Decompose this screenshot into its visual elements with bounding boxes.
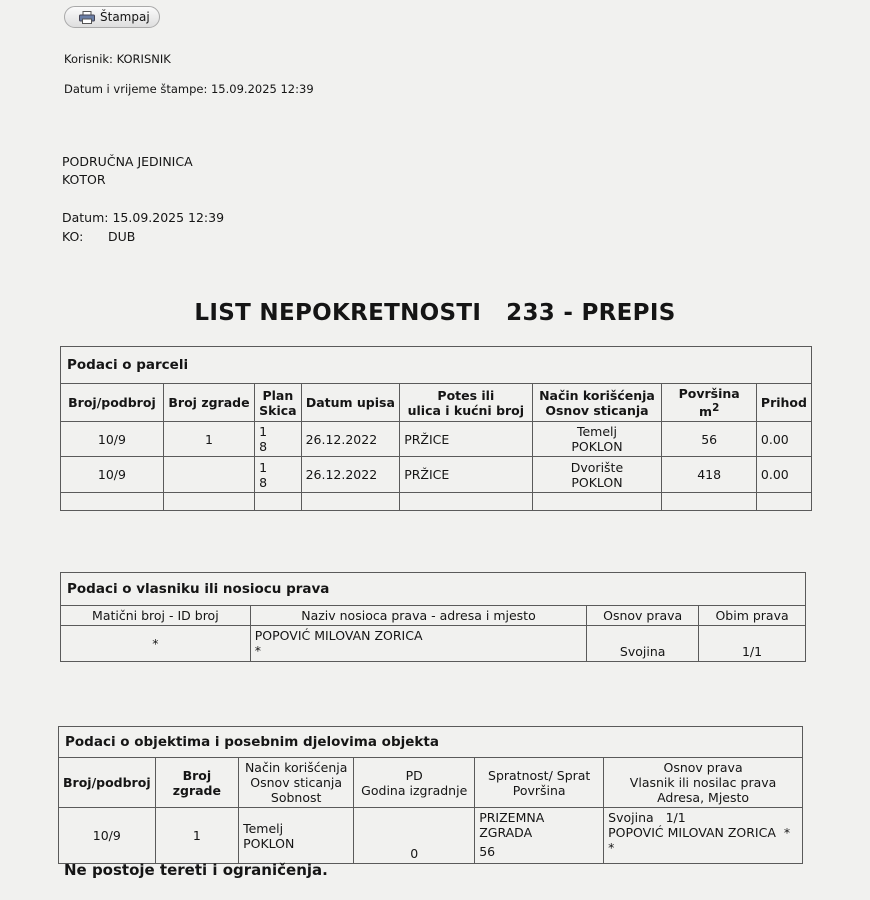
empty-cell bbox=[532, 493, 662, 511]
cell-owner-basis: Svojina bbox=[587, 626, 699, 662]
cell-obj-building: 1 bbox=[155, 808, 238, 864]
cell-obj-pd: 0 bbox=[354, 808, 475, 864]
owners-caption-row bbox=[61, 573, 806, 606]
document-title-text: LIST NEPOKRETNOSTI 233 - PREPIS bbox=[194, 300, 676, 326]
unit-name: KOTOR bbox=[62, 172, 106, 187]
cell-sketch-value: 8 bbox=[259, 474, 268, 490]
cell-basis-value: POKLON bbox=[571, 474, 623, 490]
col-obj-rights-line3: Adresa, Mjesto bbox=[657, 790, 750, 805]
cell-area: 418 bbox=[662, 457, 756, 493]
obj-right: Svojina bbox=[608, 810, 654, 825]
printer-icon bbox=[79, 11, 95, 24]
empty-cell bbox=[662, 493, 756, 511]
cell-income: 0.00 bbox=[756, 422, 811, 457]
col-building: Broj zgrade bbox=[163, 384, 254, 422]
owners-table bbox=[60, 572, 806, 662]
col-obj-floors-line2: Površina bbox=[512, 782, 566, 798]
cell-sketch-value: 8 bbox=[259, 439, 268, 455]
col-number: Broj/podbroj bbox=[61, 384, 164, 422]
cell-usage-value: Dvorište bbox=[570, 459, 624, 475]
obj-floors: PRIZEMNA ZGRADA bbox=[479, 810, 545, 840]
col-obj-usage-line3: Sobnost bbox=[270, 790, 322, 805]
cell-obj-floors bbox=[475, 808, 604, 864]
cell-owner-scope: 1/1 bbox=[699, 626, 806, 662]
col-owner-name: Naziv nosioca prava - adresa i mjesto bbox=[250, 606, 586, 626]
cell-owner-id: * bbox=[61, 626, 251, 662]
cell-building: 1 bbox=[163, 422, 254, 457]
cell-building bbox=[163, 457, 254, 493]
cell-obj-rights bbox=[604, 808, 803, 864]
cell-location: PRŽICE bbox=[400, 422, 532, 457]
col-location-line1: Potes ili bbox=[437, 387, 495, 403]
cell-income: 0.00 bbox=[756, 457, 811, 493]
cell-entry-date: 26.12.2022 bbox=[301, 422, 400, 457]
date-value: 15.09.2025 12:39 bbox=[112, 210, 225, 225]
owner-name: POPOVIĆ MILOVAN ZORICA bbox=[254, 628, 423, 643]
col-obj-rights-line1: Osnov prava bbox=[663, 760, 743, 775]
col-obj-floors-line1: Spratnost/ Sprat bbox=[488, 767, 591, 783]
obj-address: * bbox=[608, 840, 615, 855]
cell-location: PRŽICE bbox=[400, 457, 532, 493]
col-owner-id: Matični broj - ID broj bbox=[61, 606, 251, 626]
col-area-sup: 2 bbox=[712, 402, 720, 414]
cell-number: 10/9 bbox=[61, 457, 164, 493]
cell-entry-date: 26.12.2022 bbox=[301, 457, 400, 493]
empty-cell bbox=[301, 493, 400, 511]
objects-caption: Podaci o objektima i posebnim djelovima objekta bbox=[59, 727, 803, 758]
date-label: Datum: bbox=[62, 210, 109, 225]
table-row bbox=[61, 626, 806, 662]
col-usage-line2: Osnov sticanja bbox=[545, 402, 649, 418]
col-plan-line2: Skica bbox=[259, 402, 297, 418]
encumbrance-note: Ne postoje tereti i ograničenja. bbox=[64, 861, 328, 879]
col-usage bbox=[532, 384, 662, 422]
col-obj-pd-line2: Godina izgradnje bbox=[361, 782, 468, 798]
obj-usage: Temelj bbox=[243, 820, 284, 836]
col-obj-building: Broj zgrade bbox=[155, 758, 238, 808]
obj-holder: POPOVIĆ MILOVAN ZORICA bbox=[608, 825, 776, 840]
cell-plan-value: 1 bbox=[259, 459, 268, 475]
col-obj-pd-line1: PD bbox=[405, 767, 423, 783]
cell-plan-value: 1 bbox=[259, 424, 268, 440]
owner-address: * bbox=[254, 643, 261, 658]
ko-label: KO: bbox=[62, 229, 84, 244]
objects-header-row bbox=[59, 758, 803, 808]
cell-usage bbox=[532, 457, 662, 493]
objects-table bbox=[58, 726, 803, 864]
col-area-label: Površina m bbox=[678, 386, 740, 420]
parcels-caption-row bbox=[61, 347, 812, 384]
col-income: Prihod bbox=[756, 384, 811, 422]
user-line: Korisnik: KORISNIK bbox=[64, 52, 171, 66]
cell-basis-value: POKLON bbox=[571, 439, 623, 455]
col-obj-rights-line2: Vlasnik ili nosilac prava bbox=[629, 775, 777, 790]
cell-number: 10/9 bbox=[61, 422, 164, 457]
col-obj-usage-line2: Osnov sticanja bbox=[250, 775, 343, 790]
cell-owner-name bbox=[250, 626, 586, 662]
ko-line bbox=[62, 229, 135, 244]
print-datetime-line: Datum i vrijeme štampe: 15.09.2025 12:39 bbox=[64, 82, 314, 96]
col-obj-usage-line1: Način korišćenja bbox=[244, 760, 348, 775]
cell-area: 56 bbox=[662, 422, 756, 457]
col-owner-basis: Osnov prava bbox=[587, 606, 699, 626]
obj-holder-mark: * bbox=[783, 825, 791, 840]
document-title bbox=[0, 300, 870, 326]
parcels-header-row bbox=[61, 384, 812, 422]
obj-share: 1/1 bbox=[665, 810, 686, 825]
cell-usage-value: Temelj bbox=[576, 424, 617, 440]
objects-caption-row bbox=[59, 727, 803, 758]
parcels-caption: Podaci o parceli bbox=[61, 347, 812, 384]
empty-cell bbox=[255, 493, 301, 511]
cell-obj-number: 10/9 bbox=[59, 808, 156, 864]
col-plan-line1: Plan bbox=[262, 387, 294, 403]
col-area bbox=[662, 384, 756, 422]
cell-obj-usage bbox=[239, 808, 354, 864]
table-row bbox=[61, 422, 812, 457]
empty-cell bbox=[756, 493, 811, 511]
owners-header-row bbox=[61, 606, 806, 626]
col-entry-date: Datum upisa bbox=[301, 384, 400, 422]
col-obj-floors bbox=[475, 758, 604, 808]
date-line bbox=[62, 210, 224, 225]
table-row bbox=[61, 457, 812, 493]
col-location-line2: ulica i kućni broj bbox=[407, 402, 525, 418]
table-row-empty bbox=[61, 493, 812, 511]
ko-value: DUB bbox=[108, 229, 136, 244]
cell-plan bbox=[255, 457, 301, 493]
col-usage-line1: Način korišćenja bbox=[539, 387, 655, 403]
cell-usage bbox=[532, 422, 662, 457]
col-obj-number: Broj/podbroj bbox=[59, 758, 156, 808]
col-owner-scope: Obim prava bbox=[699, 606, 806, 626]
col-obj-usage bbox=[239, 758, 354, 808]
obj-area: 56 bbox=[479, 844, 496, 859]
empty-cell bbox=[61, 493, 164, 511]
unit-title: PODRUČNA JEDINICA bbox=[62, 154, 193, 169]
print-button[interactable] bbox=[64, 6, 160, 28]
col-location bbox=[400, 384, 532, 422]
empty-cell bbox=[400, 493, 532, 511]
cell-plan bbox=[255, 422, 301, 457]
table-row bbox=[59, 808, 803, 864]
obj-basis: POKLON bbox=[243, 835, 295, 851]
col-obj-pd bbox=[354, 758, 475, 808]
parcels-table bbox=[60, 346, 812, 511]
empty-cell bbox=[163, 493, 254, 511]
print-button-label: Štampaj bbox=[100, 10, 150, 24]
col-obj-rights bbox=[604, 758, 803, 808]
col-plan bbox=[255, 384, 301, 422]
owners-caption: Podaci o vlasniku ili nosiocu prava bbox=[61, 573, 806, 606]
